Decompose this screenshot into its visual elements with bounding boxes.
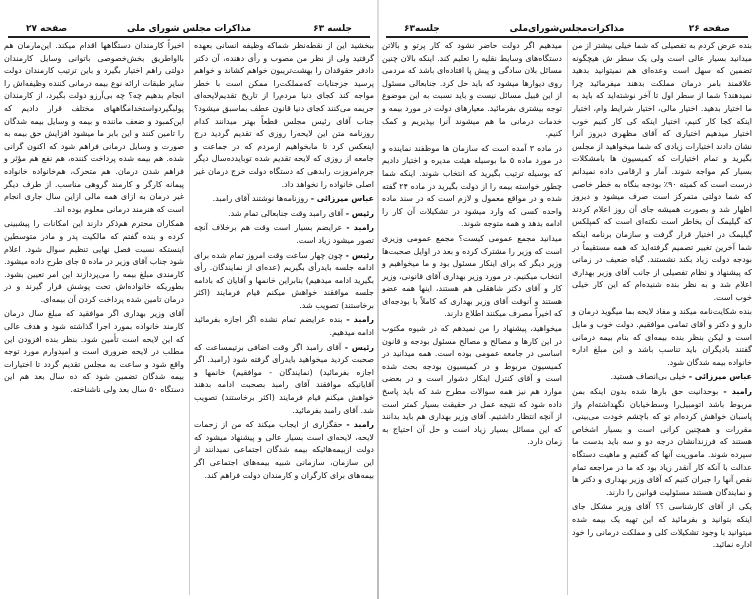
page-header <box>386 22 748 38</box>
speaker-name: عباس میرزائی - <box>310 194 374 204</box>
paragraph <box>194 208 374 221</box>
paragraph <box>382 233 562 321</box>
paragraph-text: میدانید مجمع عمومی کیست؟ مجمع عمومی وزیری است که وزیر را مشترک کرده و بعد در اوایل صحبت‌ها وزیر دیگر که برای اینکار مسئول بود و ما میخواهیم و انتخاب میکنیم. در مورد وزیر بهداری آقای قانونی، وزیر کار و آقای دکتر شاهقلی هم هستند، اینها همه عضو هستند و آنوقت آقای وزیر بهداری که کاملاً با بودجه‌ای که اخیراً مصرف میکنند اطلاع دارند. <box>382 233 562 319</box>
speaker-name: عباس میرزائی - <box>688 372 752 382</box>
paragraph-text: چون چهار ساعت وقت امروز تمام شده برای ادامه جلسه بایدرأی بگیریم (عده‌ای از نمایندگان. رأی بگیرید ادامه میدهیم) بنابراین خانمها و آقایان که بادامه جلسه موافقند خواهش میکنم قیام فرمایند (اکثر برخاستند) تصویب شد. <box>194 250 374 310</box>
paragraph <box>4 218 184 306</box>
page-number: صفحه ۲۶ <box>688 24 730 34</box>
session-number: جلسه ۶۳ <box>313 24 352 34</box>
paragraph <box>194 222 374 247</box>
speaker-name: رامبد - <box>723 387 752 397</box>
paragraph-text: میدهیم اگر دولت حاضر نشود که کار پرتو و بالاتن دستگاه‌های وسایط نقلیه را تعلیم کند. اینکه بالان چنین مسائل بلان سادگی و پیش پا افتاده‌ای باشد که مردمی روی دیوارها میشود که باید حل کرد. جنابعالی مسئول از این قبیل مسائل نیست و باید نسبت به این موضوع توجه بیشتری بفرمائید. معیارهای دولت در مورد بیمه و خدمات درمانی ما هم میشوند آنرا بپذیریم و کمک کنیم. <box>382 41 562 139</box>
paragraph-text: آقای رامبد وقت جنابعالی تمام شد. <box>228 208 344 218</box>
paragraph <box>4 308 184 396</box>
paragraph-text: بنده عرایضم تمام نشده اگر اجازه بفرمائید ادامه میدهیم. <box>194 315 374 338</box>
paragraph <box>572 40 752 304</box>
paragraph <box>572 501 752 551</box>
paragraph-text: یکی از آقای کارشناسی ؟؟ آقای وزیر مشکل جای اینکه بتوانید و بفرمائید که این تهیه یک بیمه شده میتوانید با وجود تشکیلات کلی و مملکت درمانی را خود اداره نمائید. <box>572 502 752 550</box>
paragraph <box>382 143 562 231</box>
paragraph-text: در ماده ۳ آمده است که سازمان ها موظفند نماینده و در مورد ماده ۵ ما بوسیله هیئت مدیره و اختیار دادیم که بوسیله ترتیب بگیرید که انتخاب شوند. اینکه شما چطور خواسته بیمه را از دولت بگیرید در ماده ۲۴ گفته شده و در مواقع معمول و لازم است که در سند ماده واحده کسی که وارد میشود در تشکیلات آن کار را ادامه بدهد و همه متوجه شوند. <box>382 143 563 229</box>
paragraph-text: میخواهید، پیشنهاد را من نمیدهم که در شیوه مکتوب در این کارها و مصالح و مصالح مسئول بودجه و قانون اساسی در جامعه عمومی بوده است. همه میدانید در کمیسیون مربوط و در کمیسیون بودجه بحث شده است و آقای کنترل اینکار دشوار است و در بعضی موارد هم نیز همه سوالات مطرح شد که باید پاسخ داده شود که نتیجه عمل در حقیقت بسیار کمتر است از آنچه انتظار داشتیم. آقای وزیر بهداری هم باید بدانند که این مسائل بسیار زیاد است و حل آن احتیاج به زمان دارد. <box>382 324 562 447</box>
paragraph-text: بوحدانیت حق بارها شده بدون اینکه بمن مربوط باشد اتومبیل‌را وسط‌خیابان نگهداشته‌ام واز پاسبان خواهش کرده‌ام تو که باچشم خودت می‌بینی، مقررات و همچنین کرانی است و بسیار اشخاص هستند که فرزندانشان درجه دو و سه باید بدست ما سپرده شوند. ماموریت آنها که گفتیم و ماهیت دستگاه عدالت با آنکه کار آنقدر زیاد بود که ما در مراجعه تمام نقص آنها را جبران کنیم که آقای وزیر بهداری و دکتر ها و نمایندگان هستند مسئولیت قوانین را دارند. <box>572 387 752 497</box>
paragraph-text: بنده شکایت‌نامه میکند و مفاد لایحه بما میگوید درمان و دارو و دکتر و آقای تمامی موافقیم. دولت خوب و مایل است و لیکن بنظر بنده بیمه‌ای که بنام بیمه درمانی گفتند بادیگران باید تناسب باشد و این مبلغ اداره خانواده بیمه شدگان شود. <box>572 307 752 367</box>
paragraph <box>382 40 562 141</box>
text-column <box>572 40 752 554</box>
paragraph-text: خیلی بی‌انصاف هستید. <box>610 372 687 382</box>
speaker-name: رئیس - <box>344 342 374 352</box>
paragraph-text: آقای رامبد اگر وقت اضافی برتیمساعت که صحبت کردید میخواهید بایدرأی گرفته شود (رامبد. اگر اجازه بفرمائید) (نمایندگان - موافقیم) خانمها و آقایانیکه موافقند آقای رامبد بصحبت ادامه بدهند خواهش میکنم قیام فرمایند (اکثر برخاستند) تصویب شد. آقای رامبد بفرمائید. <box>194 342 374 415</box>
paragraph-text: بنده عرض کردم به تفصیلی که شما خیلی بیشتر از من میدانید بسیار عالی است ولی یک سطر ش هیچگونه تضمین که سهل است وعده‌ای هم نمیتوانید بدهید علاقمند بامر درمان مملکت بدهند میفرمائید چرا نمیدهند؟ شما از سطر اول تا آخر نوشته‌اید که باید به ما اختیار بدهید. اختیار مالی، اختیار شرایط وام، اختیار اینکه کجا کار کنیم، اختیار اینکه کی کار کنیم خوب اختیار میدهیم اختیاری که آقای مظهری دیروز آنرا نشان دادند اختیارات زیادی که شما میخواهید از مجلس بگیرید و تمام اختیارات که کمیسیون ها بامشکلات بسیار کم مواجه شوند. آمار و ارقامی داده نمیدانم درست است که کمیته ۹۰٪ بودجه بنگاه به خطر خاصی که شما دولتی متمرکز است صرف میشود و دیروز اظهار شد و بصورت همیشه جای آن روز اعلام کردند که گیلیمک آن بخاطر است نکته‌ای است که کمپلکس گیلیمک در اختیار قرار گرفت و سازمان برنامه اینکه شما آخرین تغییر تصمیم گرفته‌اید که همه مستقیماً در بودجه دولت زیاد بکند نشستند. گیاه ضعیف در زمانی که پیشنهاد و نظام تفصیلی از جانب آقای وزیر بهداری اعلام شد و به نظر بنده شنیده‌ام که این کار خیلی خوب است. <box>572 41 753 302</box>
paragraph <box>194 250 374 313</box>
paragraph <box>194 40 374 191</box>
paragraph <box>194 314 374 339</box>
paragraph <box>572 306 752 369</box>
speaker-name: رامبد - <box>346 223 374 233</box>
paragraph <box>194 193 374 206</box>
paragraph <box>194 419 374 482</box>
paragraph-text: روزنامه‌ها نوشتند آقای رامبد. <box>212 194 309 204</box>
publication-title: مذاکرات مجلس شورای ملی <box>126 24 252 34</box>
paragraph-text: ببخشید این از نقطه‌نظر شماکه وظیفه انسانی بعهده گرفتید ولی از نظر من مصوب و رأی دهنده، آن دکتر دادفر حقوقدان را بهشت‌تریبون خواهم کشاند و خواهم پرسید جزجنایات که‌مملکت‌را ممکن است با خطر مواجه کند کجای دنیا مردم‌را از تاریخ تقدیم‌لایحه‌ای جریمه می‌کنند کجای دنیا قانون عطف بماسبق میشود؟ جناب آقای رئیس مجلس قطعاً بهتر میدانند کدام روزنامه متن این لایحه‌را روزی که تقدیم گردید درج اینعکس کرد تا مابخواهیم ازمردم که در جماعت و جامعه از روزی که لایحه تقدیم شده توبایدده‌سال دیگر جرم‌امروزت رابدهی که دستگاه دولت خرج درمان غیر اصلی خانواده را نخواهد داد. <box>194 41 374 189</box>
speaker-name: رئیس - <box>345 250 375 260</box>
column-divider <box>189 40 190 595</box>
text-column <box>4 40 184 399</box>
paragraph-text: اخیراً کارمندان دستگاهها اقدام میکند. این‌مارمان هم بااواطریق بخش‌خصوصی باتوانی وسایل کارمندان دولتی راهم اختیار بگیرد و باین ترتیب کارمندان دولت سایر طبقات ارائه نوع بیمه درمانی کننده وظیفه‌اش را انجام بدهیم چه؟ چه بی‌آرزو دولت بگیرد، از کارمندان پولبگیردواستخدامگاههای مختلف قرار دادیم که این‌کمبود و ضعف ماننده و بیمه و وسایل بیمه شدگان را تامین کنند و این بابر ما میشود افزایش حق بیمه به صورت و وسایل درمانی فراهم شود که اکنون گرانی شده. هم بیمه شده پرداخت کننده، هم نفع هم مؤثر و فراهم شدن درمان. هم متحرک، هم‌خانواده خانواده پیمانه کارگر و کارمند گروهی مناسب. از طرف دیگر غیر درمان به ازای همه مالی ازاین سال جاری انجام است که هنرمند درمانی معلوم بوده اند. <box>4 41 184 214</box>
text-column <box>382 40 562 451</box>
speaker-name: رامبد - <box>346 420 374 430</box>
paragraph-text: همکاران محترم هم‌ذکر دارند این امکانات را پیشبینی کرده و بنده گفتم که مالکیت پدر و مادر متوسطین اینستکه نسبت فصل نهایی تنظیم سوال شود. اعلام شود جناب آقای وزیر در ماده ۵ جای طرح داده میشود. کارمندی مبلغ بیمه را می‌پردازند این امر تعیین بشود. بطوریکه خانواده‌اش تحت پوشش قرار گیرند و در درمان تامین شده پرداخت کردن آن بیمه‌ای. <box>4 219 185 304</box>
paragraph <box>382 323 562 449</box>
paragraph-text: حقگزاری از ایجاب میکند که من از زحمات لایحه، لایحه‌ای است بسیار عالی و پیشنهاد میشود که دولت ازبیمه‌هائیکه بیمه شدگان اجتماعی نمیدانند از این سازمان، سازمانی شبیه بیمه‌های اجتماعی اگر بیمه‌های برای کارگران و کارمندان دولت فراهم کند. <box>194 420 374 480</box>
page-number: صفحه ۲۷ <box>26 24 68 34</box>
session-number: جلسه۶۳ <box>404 24 440 34</box>
paragraph <box>4 40 184 216</box>
paragraph-text: آقای وزیر بهداری اگر موافقید که مبلغ سال درمان کارمند خانواده بمورد اجرا گذاشته شود و هدف عالی که این لایحه است تأمین شود. بنظر بنده افزودن این مطلب در لایحه ضروری است و امیدوارم مورد توجه واقع شود و ساعت به مجلس تقدیم گردد تا اختیارات بیمه شدگان تضمین شود که ده سال بعد هم این دستگاه ۵۰ سال بعد ولی ناشناخته. <box>4 309 184 395</box>
speaker-name: رئیس - <box>345 208 374 218</box>
column-divider <box>567 40 568 595</box>
page-header <box>8 22 370 38</box>
paragraph <box>572 386 752 499</box>
text-column <box>194 40 374 484</box>
paragraph <box>572 371 752 384</box>
speaker-name: رامبد - <box>346 315 374 325</box>
paragraph <box>194 342 374 418</box>
right-page <box>378 0 756 599</box>
publication-title: مذاکرات‌مجلس‌شورای‌ملی <box>509 24 625 34</box>
paragraph-text: عرایضم بسیار است وقت هم برخلاف آنچه تصور میشود زیاد است. <box>194 223 374 245</box>
